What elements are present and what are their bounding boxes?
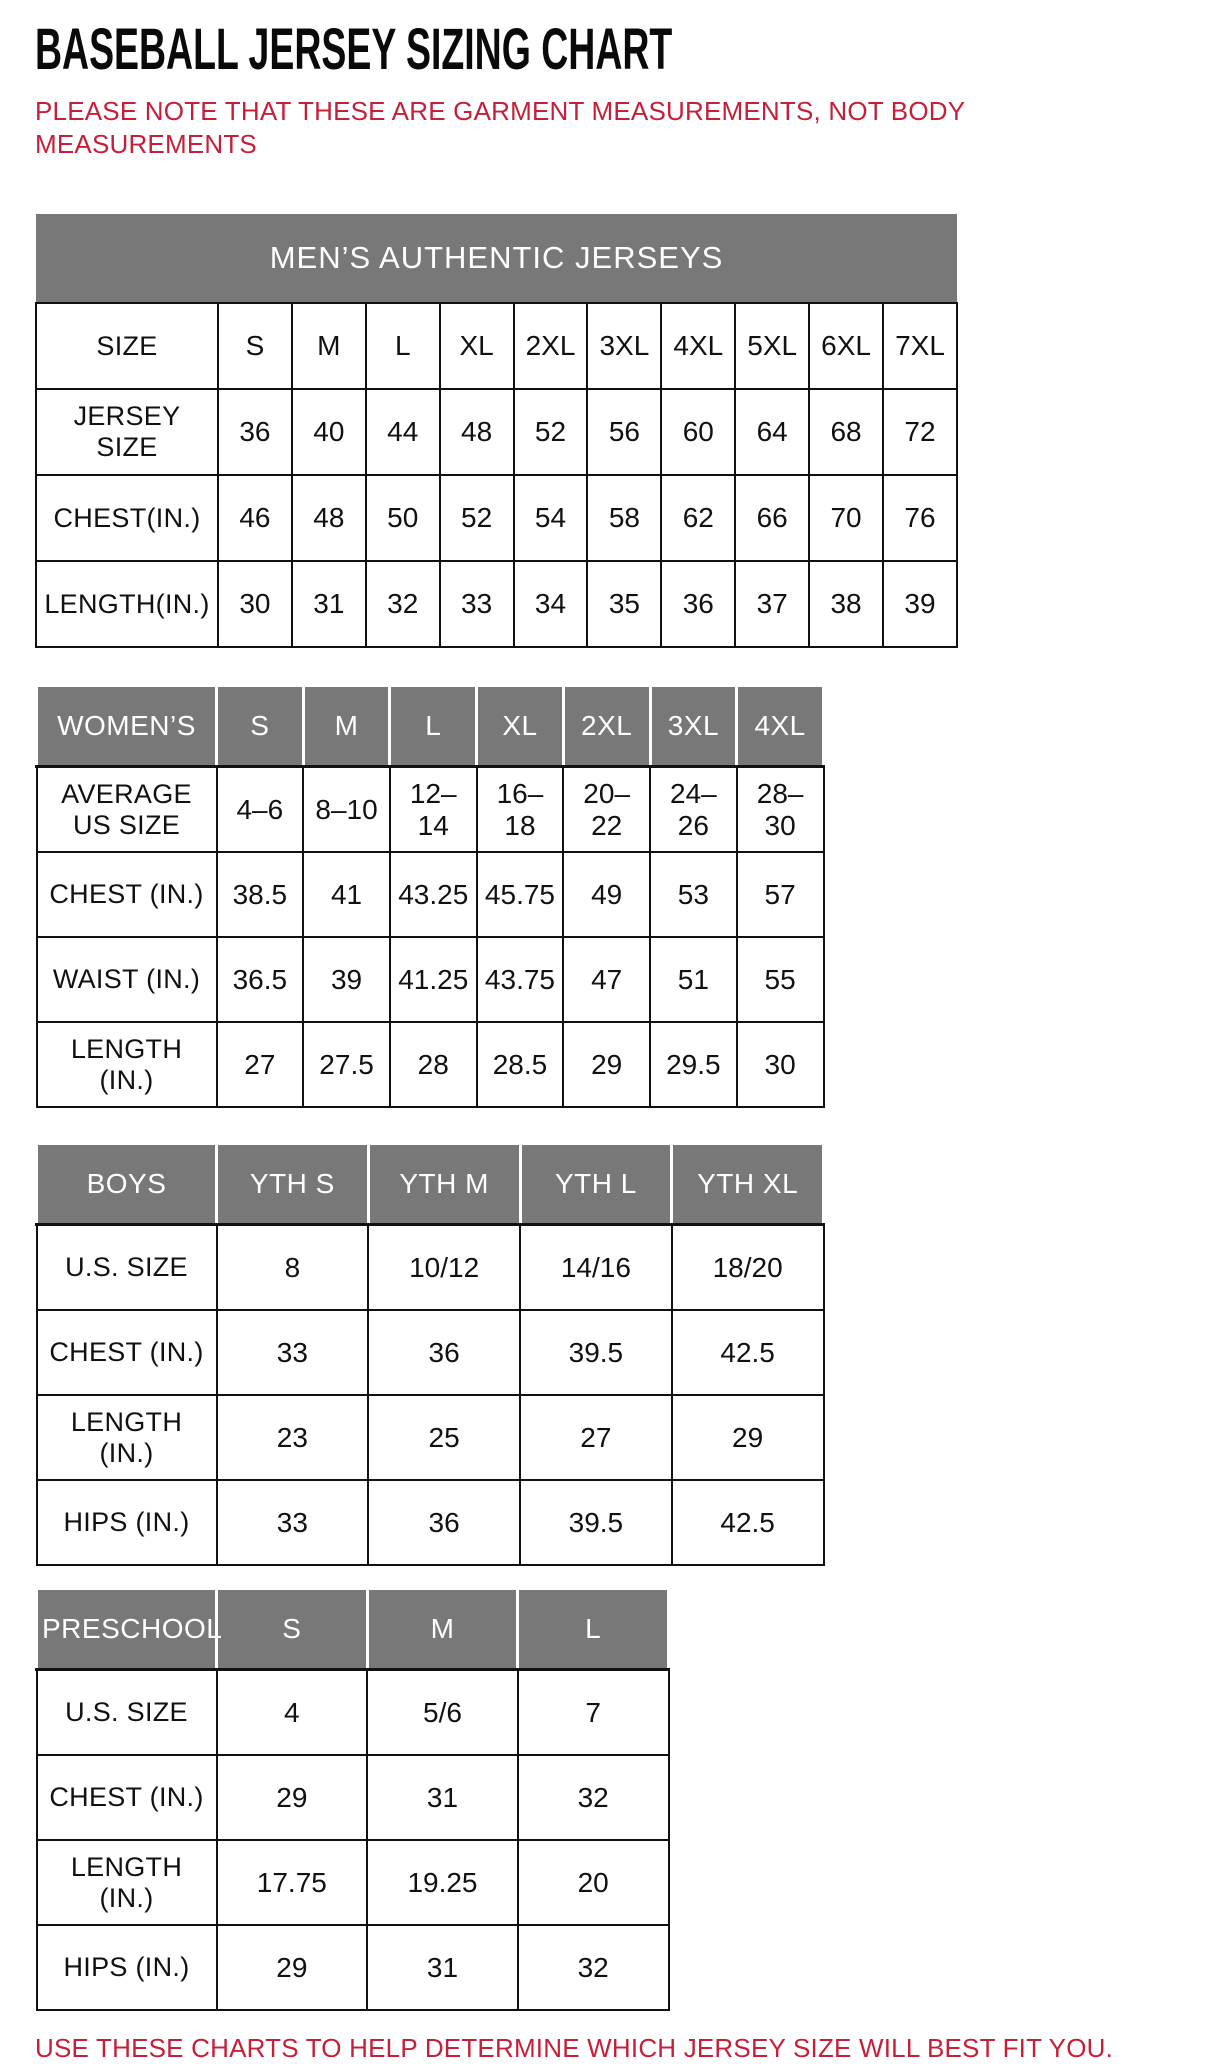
header-cell: YTH XL <box>672 1144 824 1225</box>
page-title: BASEBALL JERSEY SIZING CHART <box>35 17 673 83</box>
data-cell: 34 <box>514 561 588 647</box>
data-cell: 25 <box>368 1395 520 1480</box>
data-cell: 29 <box>217 1755 368 1840</box>
data-cell: 4–6 <box>217 767 304 853</box>
mens-authentic-jerseys-banner: MEN’S AUTHENTIC JERSEYS <box>36 214 957 303</box>
data-cell: 32 <box>518 1755 669 1840</box>
data-cell: 29 <box>217 1925 368 2010</box>
data-cell: 51 <box>650 937 737 1022</box>
row-label: CHEST(IN.) <box>36 475 218 561</box>
header-cell: L <box>518 1589 669 1670</box>
table-row <box>37 1022 824 1107</box>
row-label: CHEST (IN.) <box>37 1755 217 1840</box>
data-cell: 54 <box>514 475 588 561</box>
data-cell: 19.25 <box>367 1840 518 1925</box>
table-row <box>37 852 824 937</box>
data-cell: 39.5 <box>520 1480 672 1565</box>
row-label: U.S. SIZE <box>37 1670 217 1756</box>
data-cell: 27.5 <box>303 1022 390 1107</box>
data-cell: 8–10 <box>303 767 390 853</box>
preschool-table <box>35 1587 1220 2011</box>
data-cell: 27 <box>520 1395 672 1480</box>
note-line-2: MEASUREMENTS <box>35 128 257 159</box>
data-cell: 17.75 <box>217 1840 368 1925</box>
data-cell: 37 <box>735 561 809 647</box>
data-cell: 45.75 <box>477 852 564 937</box>
data-cell: 36 <box>368 1310 520 1395</box>
row-label: WAIST (IN.) <box>37 937 217 1022</box>
data-cell: 43.25 <box>390 852 477 937</box>
data-cell: 33 <box>217 1480 369 1565</box>
table-row <box>37 1840 669 1925</box>
data-cell: 28–30 <box>737 767 824 853</box>
data-cell: 64 <box>735 389 809 475</box>
table-row <box>36 303 957 389</box>
row-label: LENGTH (IN.) <box>37 1022 217 1107</box>
data-cell: 31 <box>367 1755 518 1840</box>
data-cell: 32 <box>518 1925 669 2010</box>
data-cell: 72 <box>883 389 957 475</box>
row-label: LENGTH (IN.) <box>37 1395 217 1480</box>
data-cell: 32 <box>366 561 440 647</box>
data-cell: 23 <box>217 1395 369 1480</box>
data-cell: 41.25 <box>390 937 477 1022</box>
data-cell: 43.75 <box>477 937 564 1022</box>
womens-header-title: WOMEN’S <box>37 686 217 767</box>
data-cell: 5/6 <box>367 1670 518 1756</box>
table-row <box>37 1395 824 1480</box>
data-cell: 31 <box>292 561 366 647</box>
table-row <box>37 1755 669 1840</box>
data-cell: S <box>218 303 292 389</box>
data-cell: 36 <box>368 1480 520 1565</box>
data-cell: 76 <box>883 475 957 561</box>
data-cell: 36 <box>661 561 735 647</box>
row-label: JERSEY SIZE <box>36 389 218 475</box>
header-cell: 2XL <box>563 686 650 767</box>
garment-measurements-note <box>35 95 1220 160</box>
data-cell: 4 <box>217 1670 368 1756</box>
row-label: CHEST (IN.) <box>37 1310 217 1395</box>
data-cell: 56 <box>587 389 661 475</box>
row-label: AVERAGE US SIZE <box>37 767 217 853</box>
boys-header-title: BOYS <box>37 1144 217 1225</box>
womens-grid <box>35 684 825 1108</box>
row-label: LENGTH(IN.) <box>36 561 218 647</box>
row-label: U.S. SIZE <box>37 1225 217 1311</box>
row-label: CHEST (IN.) <box>37 852 217 937</box>
data-cell: 27 <box>217 1022 304 1107</box>
data-cell: 62 <box>661 475 735 561</box>
data-cell: 44 <box>366 389 440 475</box>
row-label: HIPS (IN.) <box>37 1480 217 1565</box>
header-cell: S <box>217 686 304 767</box>
data-cell: 8 <box>217 1225 369 1311</box>
table-row <box>37 1480 824 1565</box>
data-cell: 52 <box>440 475 514 561</box>
header-cell: XL <box>477 686 564 767</box>
row-label: HIPS (IN.) <box>37 1925 217 2010</box>
data-cell: 29 <box>563 1022 650 1107</box>
data-cell: 35 <box>587 561 661 647</box>
data-cell: 58 <box>587 475 661 561</box>
data-cell: 39 <box>303 937 390 1022</box>
boys-table <box>35 1142 1220 1566</box>
header-cell: S <box>217 1589 368 1670</box>
preschool-grid <box>35 1587 670 2011</box>
table-row <box>36 389 957 475</box>
data-cell: 48 <box>292 475 366 561</box>
data-cell: 4XL <box>661 303 735 389</box>
data-cell: 49 <box>563 852 650 937</box>
header-cell: YTH M <box>368 1144 520 1225</box>
data-cell: 42.5 <box>672 1480 824 1565</box>
data-cell: 20 <box>518 1840 669 1925</box>
header-cell: YTH S <box>217 1144 369 1225</box>
header-cell: 3XL <box>650 686 737 767</box>
table-row <box>37 1670 669 1756</box>
data-cell: 5XL <box>735 303 809 389</box>
footer-note: USE THESE CHARTS TO HELP DETERMINE WHICH JERSEY SIZE WILL BEST FIT YOU. <box>35 2033 1114 2064</box>
data-cell: 53 <box>650 852 737 937</box>
data-cell: 70 <box>809 475 883 561</box>
preschool-header-title: PRESCHOOL <box>37 1589 217 1670</box>
data-cell: 10/12 <box>368 1225 520 1311</box>
data-cell: 30 <box>737 1022 824 1107</box>
data-cell: 60 <box>661 389 735 475</box>
data-cell: 57 <box>737 852 824 937</box>
note-line-1: PLEASE NOTE THAT THESE ARE GARMENT MEASUREMENTS, NOT BODY <box>35 96 966 127</box>
table-row <box>37 1225 824 1311</box>
data-cell: 52 <box>514 389 588 475</box>
row-label: LENGTH (IN.) <box>37 1840 217 1925</box>
data-cell: 6XL <box>809 303 883 389</box>
boys-grid <box>35 1142 825 1566</box>
data-cell: 16–18 <box>477 767 564 853</box>
header-cell: M <box>303 686 390 767</box>
data-cell: 31 <box>367 1925 518 2010</box>
mens-authentic-jerseys-table <box>35 214 1220 648</box>
table-row <box>36 561 957 647</box>
data-cell: 47 <box>563 937 650 1022</box>
data-cell: M <box>292 303 366 389</box>
data-cell: 36 <box>218 389 292 475</box>
table-row <box>37 937 824 1022</box>
table-row <box>37 1925 669 2010</box>
table-row <box>36 475 957 561</box>
data-cell: 29.5 <box>650 1022 737 1107</box>
header-cell: L <box>390 686 477 767</box>
data-cell: 46 <box>218 475 292 561</box>
data-cell: 41 <box>303 852 390 937</box>
data-cell: 38.5 <box>217 852 304 937</box>
data-cell: 12–14 <box>390 767 477 853</box>
data-cell: XL <box>440 303 514 389</box>
data-cell: 30 <box>218 561 292 647</box>
data-cell: 18/20 <box>672 1225 824 1311</box>
data-cell: 55 <box>737 937 824 1022</box>
womens-table <box>35 684 1220 1108</box>
data-cell: 28.5 <box>477 1022 564 1107</box>
data-cell: 3XL <box>587 303 661 389</box>
table-row <box>37 767 824 853</box>
data-cell: 40 <box>292 389 366 475</box>
data-cell: 7XL <box>883 303 957 389</box>
row-label: SIZE <box>36 303 218 389</box>
data-cell: L <box>366 303 440 389</box>
data-cell: 39.5 <box>520 1310 672 1395</box>
header-cell: YTH L <box>520 1144 672 1225</box>
data-cell: 68 <box>809 389 883 475</box>
data-cell: 50 <box>366 475 440 561</box>
data-cell: 29 <box>672 1395 824 1480</box>
table-row <box>37 1310 824 1395</box>
data-cell: 33 <box>217 1310 369 1395</box>
data-cell: 20–22 <box>563 767 650 853</box>
data-cell: 7 <box>518 1670 669 1756</box>
data-cell: 42.5 <box>672 1310 824 1395</box>
data-cell: 14/16 <box>520 1225 672 1311</box>
data-cell: 48 <box>440 389 514 475</box>
data-cell: 2XL <box>514 303 588 389</box>
data-cell: 36.5 <box>217 937 304 1022</box>
data-cell: 39 <box>883 561 957 647</box>
data-cell: 24–26 <box>650 767 737 853</box>
data-cell: 66 <box>735 475 809 561</box>
header-cell: 4XL <box>737 686 824 767</box>
header-cell: M <box>367 1589 518 1670</box>
data-cell: 28 <box>390 1022 477 1107</box>
data-cell: 38 <box>809 561 883 647</box>
data-cell: 33 <box>440 561 514 647</box>
mens-authentic-jerseys-grid <box>35 214 958 648</box>
